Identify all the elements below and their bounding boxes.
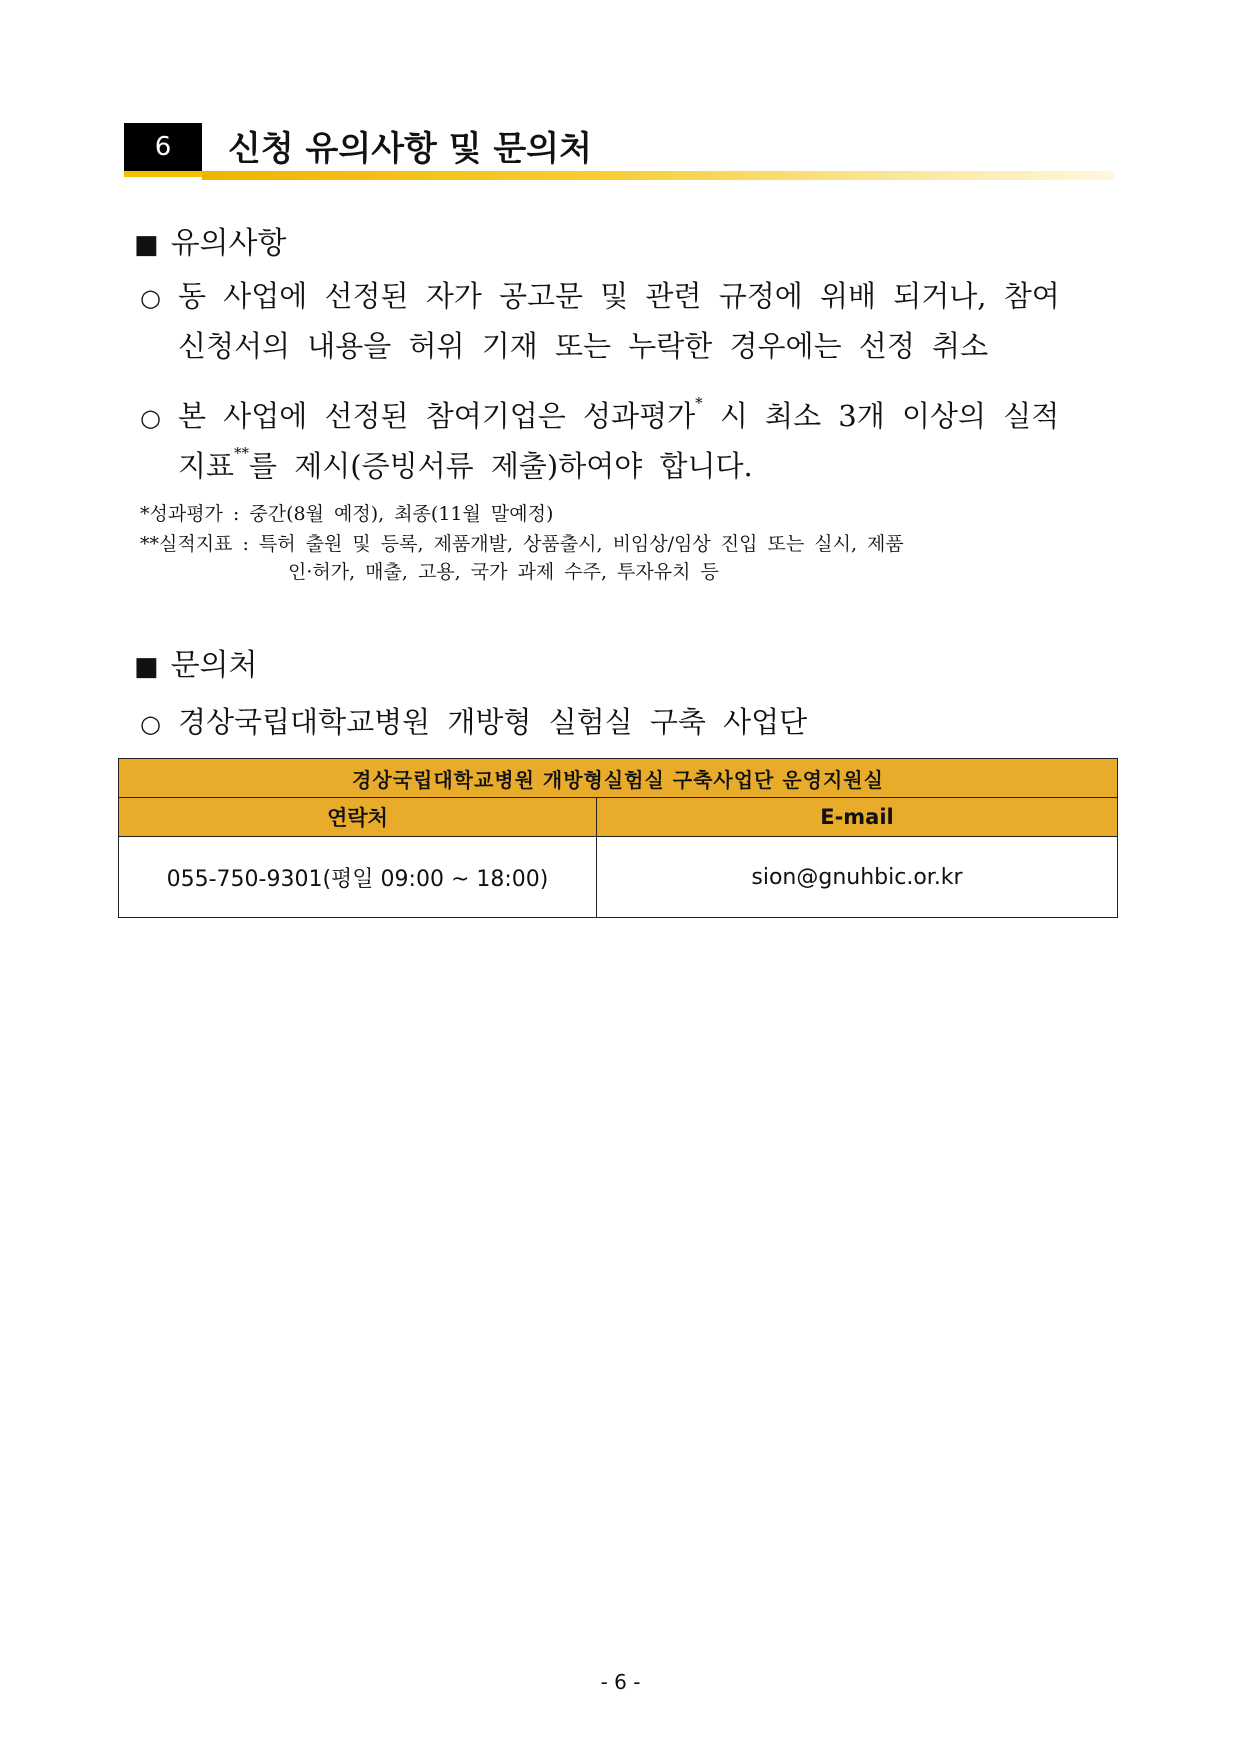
section-number-badge: 6: [124, 123, 202, 171]
contact-email: sion@gnuhbic.or.kr: [597, 837, 1118, 918]
column-header-phone: 연락처: [119, 798, 597, 837]
notice-item-2-line2-post: 를 제시(증빙서류 제출)하여야 합니다.: [249, 449, 753, 483]
notice-heading: [134, 218, 287, 262]
footnote-marker: *: [695, 394, 703, 412]
notice-item-1-line1: 동 사업에 선정된 자가 공고문 및 관련 규정에 위배 되거나, 참여: [178, 279, 1060, 313]
circle-bullet-icon: ○: [140, 404, 161, 432]
contact-table-header-row: [119, 798, 1118, 837]
footnote-indicator-line1: **실적지표 : 특허 출원 및 등록, 제품개발, 상품출시, 비임상/임상 진입 또는 실시, 제품: [140, 533, 904, 555]
notice-item-2-line2-pre: 지표: [178, 449, 235, 483]
footnote-marker: **: [234, 444, 250, 462]
square-bullet-icon: ■: [134, 652, 159, 682]
section-header: [124, 123, 1114, 175]
column-header-email: E-mail: [597, 798, 1118, 837]
section-title: 신청 유의사항 및 문의처: [228, 129, 592, 169]
section-number-accent: [124, 171, 202, 177]
table-row: [119, 837, 1118, 918]
notice-item-1: [140, 272, 1060, 370]
contact-table: [118, 758, 1118, 918]
notice-item-1-line2: 신청서의 내용을 허위 기재 또는 누락한 경우에는 선정 취소: [178, 329, 989, 363]
notice-item-2: [140, 392, 1059, 490]
page-number: - 6 -: [600, 1670, 641, 1694]
contact-heading: [134, 640, 258, 684]
footnote-eval: *성과평가 : 중간(8월 예정), 최종(11월 말예정): [140, 503, 554, 525]
square-bullet-icon: ■: [134, 230, 159, 260]
contact-org-text: 경상국립대학교병원 개방형 실험실 구축 사업단: [178, 705, 808, 739]
contact-phone: 055-750-9301(평일 09:00 ~ 18:00): [119, 837, 597, 918]
contact-table-title-row: [119, 759, 1118, 798]
contact-table-title: 경상국립대학교병원 개방형실험실 구축사업단 운영지원실: [119, 759, 1118, 798]
notice-item-2-line1-post: 시 최소 3개 이상의 실적: [702, 399, 1060, 433]
notice-item-2-line1-pre: 본 사업에 선정된 참여기업은 성과평가: [178, 399, 696, 433]
contact-org: [140, 698, 807, 748]
footnote-indicator-line2: 인·허가, 매출, 고용, 국가 과제 수주, 투자유치 등: [288, 561, 719, 583]
contact-heading-text: 문의처: [170, 648, 258, 683]
circle-bullet-icon: ○: [140, 284, 161, 312]
section-title-underline: [202, 171, 1114, 180]
circle-bullet-icon: ○: [140, 710, 161, 738]
notice-heading-text: 유의사항: [170, 226, 287, 261]
